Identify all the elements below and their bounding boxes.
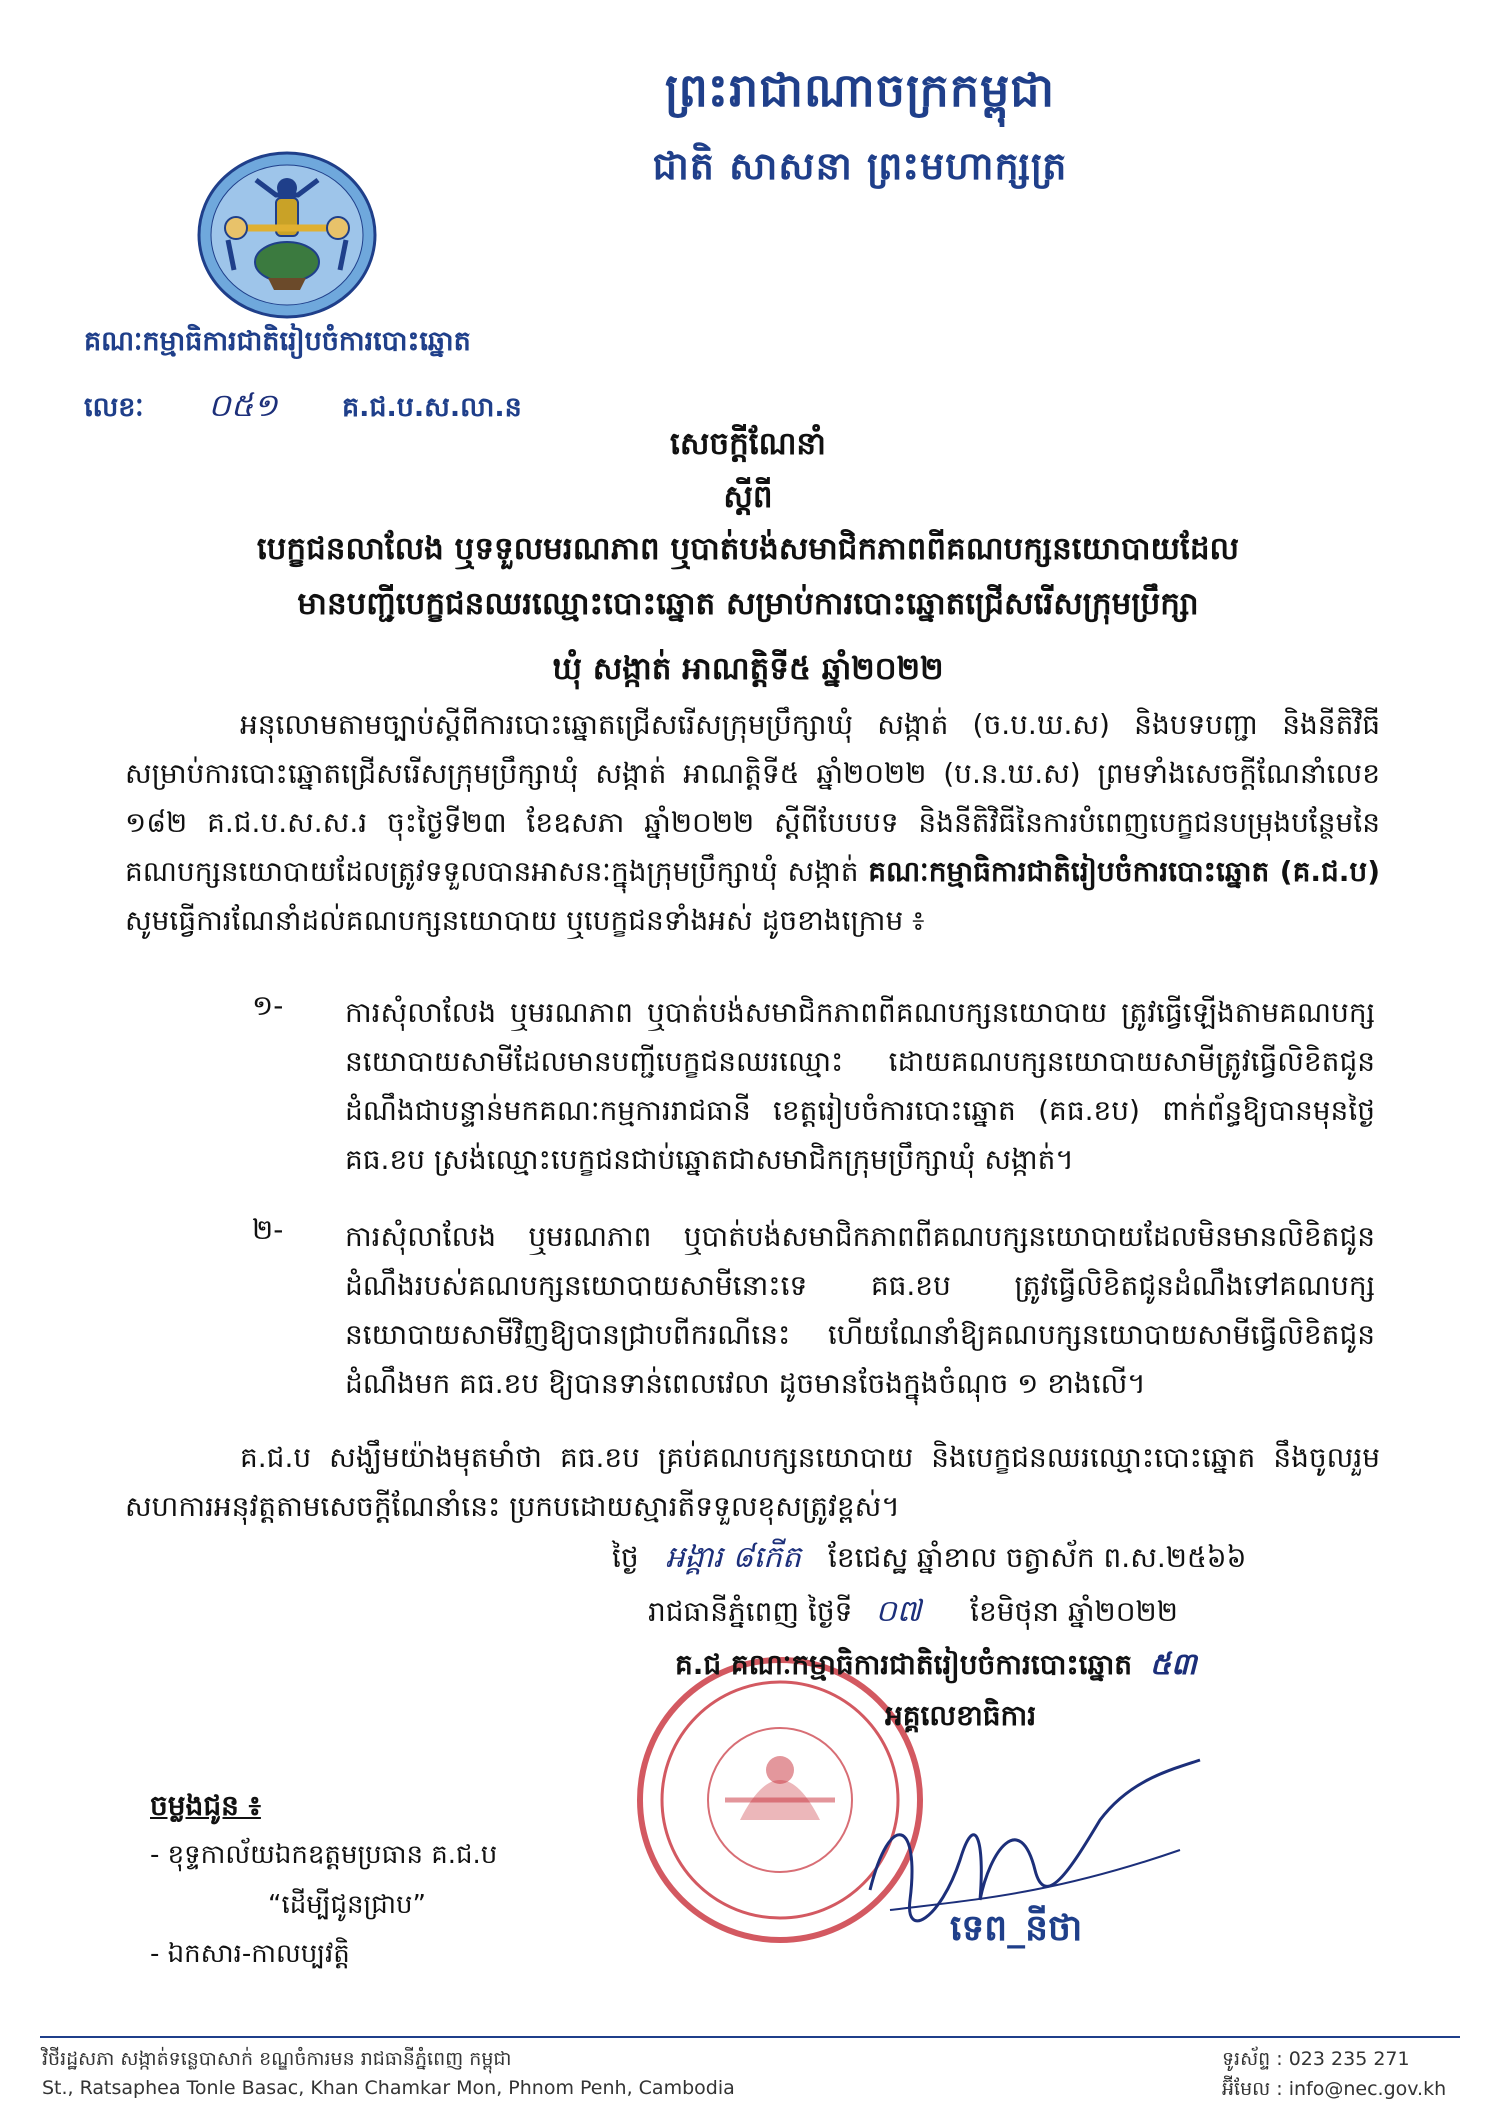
subject-line-3: ឃុំ សង្កាត់ អាណត្តិទី៥ ឆ្នាំ២០២២ <box>552 651 944 687</box>
intro-text-end: សូមធ្វើការណែនាំដល់គណបក្សនយោបាយ ឬបេក្ខជនទាំងអស់ ដូចខាងក្រោម ៖ <box>125 904 925 937</box>
intro-text-start: អនុលោមតាមច្បាប់ស្តីពីការបោះឆ្នោតជ្រើសរើសក្រុមប្រឹក្សាឃុំ សង្កាត់ (ច.ប.ឃ.ស) និងបទបញ្ជា និងនីតិវិធីសម្រាប់ការបោះឆ្នោតជ្រើសរើសក្រុមប្រឹក្សាឃុំ សង្កាត់ អាណត្តិទី៥ ឆ្នាំ២០២២ (ប.ន.ឃ.ស) ព្រមទាំងសេចក្តីណែនាំលេខ ១៨២ គ.ជ.ប.ស.ស.រ ចុះថ្ងៃទី២៣ ខែឧសភា ឆ្នាំ២០២២ ស្តីពីបែបបទ និងនីតិវិធីនៃការបំពេញបេក្ខជនបម្រុងបន្ថែមនៃគណបក្សនយោបាយដែលត្រូវទទួលបានអាសនៈក្នុងក្រុមប្រឹក្សាឃុំ សង្កាត់ <box>125 708 1380 888</box>
footer-address-khmer: វិថីរដ្ឋសភា សង្កាត់ទន្លេបាសាក់ ខណ្ឌចំការមន រាជធានីភ្នំពេញ កម្ពុជា <box>42 2048 512 2070</box>
national-motto: ជាតិ សាសនា ព្រះមហាក្សត្រ <box>652 144 1068 188</box>
signatory-name: ទេព_នីថា <box>950 1908 1083 1949</box>
cc-label: ចម្លងជូន ៖ <box>150 1789 261 1822</box>
item-2-text: ការសុំលាលែង ឬមរណភាព ឬបាត់បង់សមាជិកភាពពីគណបក្សនយោបាយដែលមិនមានលិខិតជូនដំណឹងរបស់គណបក្សនយោបាយសាមីនោះទេ គធ.ខប ត្រូវធ្វើលិខិតជូនដំណឹងទៅគណបក្សនយោបាយសាមីវិញឱ្យបានជ្រាបពីករណីនេះ ហើយណែនាំឱ្យគណបក្សនយោបាយសាមីធ្វើលិខិតជូនដំណឹងមក គធ.ខប ឱ្យបានទាន់ពេលវេលា ដូចមានចែងក្នុងចំណុច ១ ខាងលើ។ <box>345 1220 1375 1400</box>
footer-divider <box>40 2036 1460 2038</box>
lunar-date <box>612 1538 1246 1582</box>
footer-email: អ៊ីមែល : info@nec.gov.kh <box>1222 2078 1447 2100</box>
solar-date-rest: ខែមិថុនា ឆ្នាំ២០២២ <box>970 1595 1178 1628</box>
lunar-date-rest: ខែជេស្ឋ ឆ្នាំខាល ចត្វាស័ក ព.ស.២៥៦៦ <box>828 1541 1247 1574</box>
intro-paragraph <box>125 700 1380 945</box>
cc-item-cabinet: - ខុទ្ទកាល័យឯកឧត្តមប្រធាន គ.ជ.ប <box>150 1840 498 1870</box>
signatory-initials: ៥៣ <box>1149 1647 1197 1682</box>
cc-item-archive: - ឯកសារ-កាលប្បវត្តិ <box>150 1939 350 1969</box>
reference-number: ០៥១ <box>208 386 278 424</box>
footer-phone: ទូរស័ព្ទ : 023 235 271 <box>1222 2048 1410 2070</box>
signatory-title: អគ្គលេខាធិការ <box>885 1699 1037 1732</box>
signatory-org-text: គ.ជ គណៈកម្មាធិការជាតិរៀបចំការបោះឆ្នោត <box>675 1648 1132 1681</box>
subject-line-1: បេក្ខជនលាលែង ឬទទួលមរណភាព ឬបាត់បង់សមាជិកភាពពីគណបក្សនយោបាយដែល <box>256 531 1240 567</box>
footer-address-english: St., Ratsaphea Tonle Basac, Khan Chamkar Mon, Phnom Penh, Cambodia <box>42 2077 735 2099</box>
solar-date-handwritten: ០៧ <box>875 1594 922 1629</box>
subject-label: ស្តីពី <box>723 479 773 515</box>
signatory-organization <box>675 1645 1197 1689</box>
lunar-date-handwritten: អង្គារ ៨កើត <box>665 1540 802 1575</box>
lunar-date-prefix: ថ្ងៃ <box>612 1541 639 1574</box>
cc-item-note: “ដើម្បីជូនជ្រាប” <box>268 1890 426 1920</box>
intro-text-bold: គណៈកម្មាធិការជាតិរៀបចំការបោះឆ្នោត (គ.ជ.ប) <box>868 855 1380 888</box>
reference-label: លេខៈ <box>84 392 144 423</box>
solar-date <box>648 1592 1178 1636</box>
kingdom-title: ព្រះរាជាណាចក្រកម្ពុជា <box>664 63 1056 117</box>
item-1-text: ការសុំលាលែង ឬមរណភាព ឬបាត់បង់សមាជិកភាពពីគណបក្សនយោបាយ ត្រូវធ្វើឡើងតាមគណបក្សនយោបាយសាមីដែលមានបញ្ជីបេក្ខជនឈរឈ្មោះ ដោយគណបក្សនយោបាយសាមីត្រូវធ្វើលិខិតជូនដំណឹងជាបន្ទាន់មកគណៈកម្មការរាជធានី ខេត្តរៀបចំការបោះឆ្នោត (គធ.ខប) ពាក់ព័ន្ធឱ្យបានមុនថ្ងៃ គធ.ខប ស្រង់ឈ្មោះបេក្ខជនជាប់ឆ្នោតជាសមាជិកក្រុមប្រឹក្សាឃុំ សង្កាត់។ <box>345 996 1375 1176</box>
closing-paragraph: គ.ជ.ប សង្ឃឹមយ៉ាងមុតមាំថា គធ.ខប គ្រប់គណបក្សនយោបាយ និងបេក្ខជនឈរឈ្មោះបោះឆ្នោត នឹងចូលរួមសហការអនុវត្តតាមសេចក្តីណែនាំនេះ ប្រកបដោយស្មារតីទទួលខុសត្រូវខ្ពស់។ <box>125 1441 1380 1523</box>
subject-line-2: មានបញ្ជីបេក្ខជនឈរឈ្មោះបោះឆ្នោត សម្រាប់ការបោះឆ្នោតជ្រើសរើសក្រុមប្រឹក្សា <box>297 586 1199 622</box>
item-1-number: ១- <box>252 989 284 1022</box>
nec-logo <box>196 150 378 320</box>
item-2-number: ២- <box>252 1213 284 1246</box>
reference-code: គ.ជ.ប.ស.លា.ន <box>342 392 522 423</box>
solar-date-prefix: រាជធានីភ្នំពេញ ថ្ងៃទី <box>648 1595 853 1628</box>
document-type: សេចក្តីណែនាំ <box>670 426 826 462</box>
sender-organization: គណៈកម្មាធិការជាតិរៀបចំការបោះឆ្នោត <box>84 326 471 357</box>
